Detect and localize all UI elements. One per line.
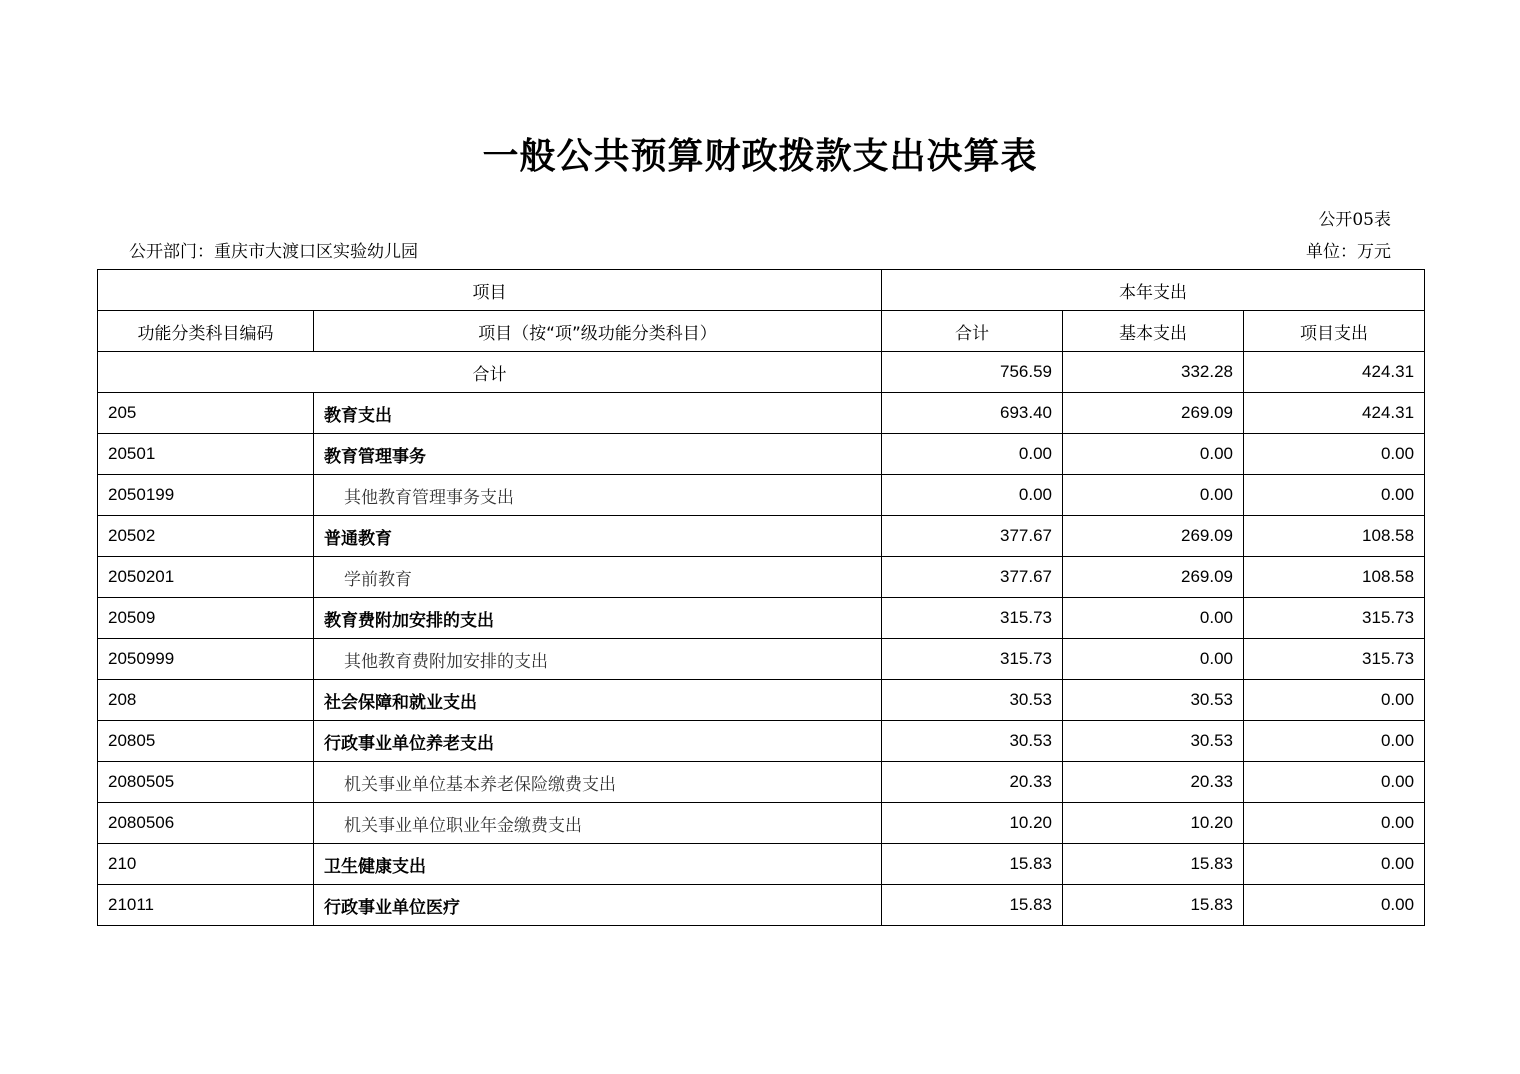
row-project: 0.00 [1244,844,1425,885]
row-code: 210 [98,844,314,885]
row-name: 普通教育 [314,516,882,557]
row-basic: 269.09 [1063,516,1244,557]
row-basic: 30.53 [1063,721,1244,762]
row-total: 377.67 [882,516,1063,557]
header-item-group: 项目 [98,270,882,311]
row-code: 2080505 [98,762,314,803]
row-total: 377.67 [882,557,1063,598]
table-row [98,721,1425,762]
row-total: 315.73 [882,598,1063,639]
row-name: 其他教育费附加安排的支出 [314,639,882,680]
column-header-basic: 基本支出 [1063,311,1244,352]
row-total: 30.53 [882,721,1063,762]
row-basic: 30.53 [1063,680,1244,721]
row-code: 20805 [98,721,314,762]
row-project: 315.73 [1244,598,1425,639]
row-code: 21011 [98,885,314,926]
total-row-project: 424.31 [1244,352,1425,393]
row-code: 2080506 [98,803,314,844]
row-basic: 10.20 [1063,803,1244,844]
row-code: 2050199 [98,475,314,516]
form-number: 公开05表 [1318,210,1391,230]
column-header-project: 项目支出 [1244,311,1425,352]
header-group-row [98,270,1425,311]
row-project: 424.31 [1244,393,1425,434]
row-basic: 15.83 [1063,844,1244,885]
table-row [98,885,1425,926]
row-project: 0.00 [1244,803,1425,844]
row-basic: 269.09 [1063,557,1244,598]
table-row [98,844,1425,885]
table-row [98,393,1425,434]
row-basic: 15.83 [1063,885,1244,926]
table-row [98,680,1425,721]
total-row [98,352,1425,393]
row-basic: 0.00 [1063,475,1244,516]
row-code: 20501 [98,434,314,475]
row-project: 0.00 [1244,721,1425,762]
row-total: 10.20 [882,803,1063,844]
total-row-label: 合计 [98,352,882,393]
table-row [98,475,1425,516]
row-project: 315.73 [1244,639,1425,680]
table-row [98,516,1425,557]
department-label: 公开部门：重庆市大渡口区实验幼儿园 [129,242,418,262]
row-basic: 0.00 [1063,639,1244,680]
table-row [98,557,1425,598]
unit-label: 单位：万元 [1306,242,1391,262]
row-total: 315.73 [882,639,1063,680]
row-total: 15.83 [882,844,1063,885]
row-project: 0.00 [1244,475,1425,516]
row-name: 机关事业单位职业年金缴费支出 [314,803,882,844]
total-row-basic: 332.28 [1063,352,1244,393]
row-basic: 0.00 [1063,434,1244,475]
row-name: 社会保障和就业支出 [314,680,882,721]
row-total: 0.00 [882,475,1063,516]
row-total: 693.40 [882,393,1063,434]
header-year-group: 本年支出 [882,270,1425,311]
table-row [98,598,1425,639]
header-column-row [98,311,1425,352]
row-project: 108.58 [1244,557,1425,598]
table-row [98,639,1425,680]
row-name: 行政事业单位医疗 [314,885,882,926]
row-code: 2050201 [98,557,314,598]
row-total: 15.83 [882,885,1063,926]
row-name: 教育管理事务 [314,434,882,475]
row-project: 108.58 [1244,516,1425,557]
page-title: 一般公共预算财政拨款支出决算表 [482,136,1038,177]
row-name: 其他教育管理事务支出 [314,475,882,516]
table-row [98,762,1425,803]
row-basic: 20.33 [1063,762,1244,803]
row-project: 0.00 [1244,680,1425,721]
row-code: 205 [98,393,314,434]
row-project: 0.00 [1244,434,1425,475]
row-total: 30.53 [882,680,1063,721]
row-code: 208 [98,680,314,721]
row-code: 20509 [98,598,314,639]
total-row-total: 756.59 [882,352,1063,393]
column-header-total: 合计 [882,311,1063,352]
column-header-code: 功能分类科目编码 [98,311,314,352]
row-project: 0.00 [1244,885,1425,926]
column-header-name: 项目（按“项”级功能分类科目） [314,311,882,352]
row-project: 0.00 [1244,762,1425,803]
row-basic: 0.00 [1063,598,1244,639]
table-row [98,803,1425,844]
row-total: 0.00 [882,434,1063,475]
row-name: 学前教育 [314,557,882,598]
row-name: 机关事业单位基本养老保险缴费支出 [314,762,882,803]
row-name: 行政事业单位养老支出 [314,721,882,762]
row-basic: 269.09 [1063,393,1244,434]
row-name: 卫生健康支出 [314,844,882,885]
row-code: 20502 [98,516,314,557]
budget-table [97,269,1425,926]
table-row [98,434,1425,475]
row-code: 2050999 [98,639,314,680]
row-name: 教育支出 [314,393,882,434]
row-total: 20.33 [882,762,1063,803]
row-name: 教育费附加安排的支出 [314,598,882,639]
